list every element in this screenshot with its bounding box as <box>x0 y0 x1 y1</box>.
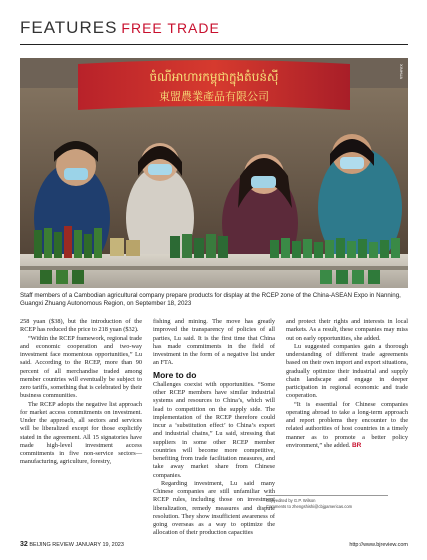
page-footer <box>20 541 408 551</box>
website-url[interactable]: http://www.bjreview.com <box>349 542 408 548</box>
article-column-1 <box>20 318 142 467</box>
section-header <box>20 18 408 52</box>
page-number: 32 <box>20 541 28 548</box>
paragraph: fishing and mining. The move has greatly improved the transparency of policies of all parties, Lu said. It is the first time that China has made commitments in the field of investment in the form of a negative list under an FTA. <box>153 318 275 367</box>
paragraph: 258 yuan ($38), but the introduction of the RCEP has reduced the price to 218 yuan ($32). <box>20 318 142 334</box>
paragraph: “Within the RCEP framework, regional trade and economic cooperation and two-way investment face momentous opportunities,” Lu said. According to the RCEP, more than 90 percent of all merchandise traded among member countries will eventually be subject to zero tariffs, something that is celebrated by their business communities. <box>20 334 142 400</box>
article-column-3 <box>286 318 408 450</box>
paragraph: Challenges coexist with opportunities. “Some other RCEP members have similar industrial systems and resources to China’s, which will lead to competition on the supply side. The implementation of the RCEP therefore could incur a ‘substitution effect’ to China’s export and industrial chains,” Lu said, stressing that suppliers in some other RCEP member countries will become more competitive, benefiting from trade facilitation measures, and take away market share from Chinese companies. <box>153 380 275 479</box>
publication-name: BEIJING REVIEW <box>29 542 74 548</box>
paragraph-text: “It is essential for Chinese companies operating abroad to take a long-term approach and report problems they encounter to the related authorities of host countries in a timely manner as to promote a better policy environment,” she added. <box>286 400 408 449</box>
copyeditor-line: Copyedited by G.P. Wilson <box>266 498 316 503</box>
feature-photo <box>20 58 408 288</box>
photo-credit: XINHUA <box>399 64 404 80</box>
section-title: FREE TRADE <box>121 20 220 36</box>
article-column-2 <box>153 318 275 538</box>
comments-email-line[interactable]: Comments to zhengshishi@cbjgamericas.com <box>266 503 353 509</box>
paragraph <box>286 401 408 451</box>
end-mark: BR <box>351 441 362 449</box>
section-kicker: FEATURES <box>20 18 118 37</box>
paragraph: and protect their rights and interests in local markets. As a result, these companies may miss out on early opportunities, she added. <box>286 318 408 342</box>
banner-khmer-text: ចំណីអាហារកម្ពុជាក្នុងតំបន់ស៊ី <box>149 70 279 84</box>
paragraph: Regarding investment, Lu said many Chinese companies are still unfamiliar with RCEP rules, including those on investment liberalization, remedy measures and dispute resolution. They show insufficient awareness of going overseas as a way to optimize the allocation of their production capacities <box>153 479 275 537</box>
header-rule <box>20 44 408 45</box>
copyedit-credits <box>266 495 388 509</box>
banner-chinese-text: 東盟農業產品有限公司 <box>159 90 269 103</box>
photo-caption: Staff members of a Cambodian agricultural company prepare products for display at the RCEP zone of the China-ASEAN Expo in Nanning, Guangxi Zhuang Autonomous Region, on September 18, 2023 <box>20 292 401 307</box>
subheading: More to do <box>153 369 197 380</box>
paragraph: The RCEP adopts the negative list approach for market access commitments on investment. Under the approach, all sectors and services will be liberalized except for those explicitly stated in the agreement. All 15 signatories have made high-level investment access commitments in five non-service sectors—manufacturing, agriculture, forestry, <box>20 400 142 466</box>
photo-illustration <box>20 58 408 288</box>
issue-date: JANUARY 19, 2023 <box>75 542 124 548</box>
paragraph: Lu suggested companies gain a thorough understanding of different trade agreements based on their own import and export situations, gradually optimize their industrial and supply chain landscape and engage in deeper participation in regional economic and trade cooperation. <box>286 342 408 400</box>
footer-left <box>20 541 124 548</box>
